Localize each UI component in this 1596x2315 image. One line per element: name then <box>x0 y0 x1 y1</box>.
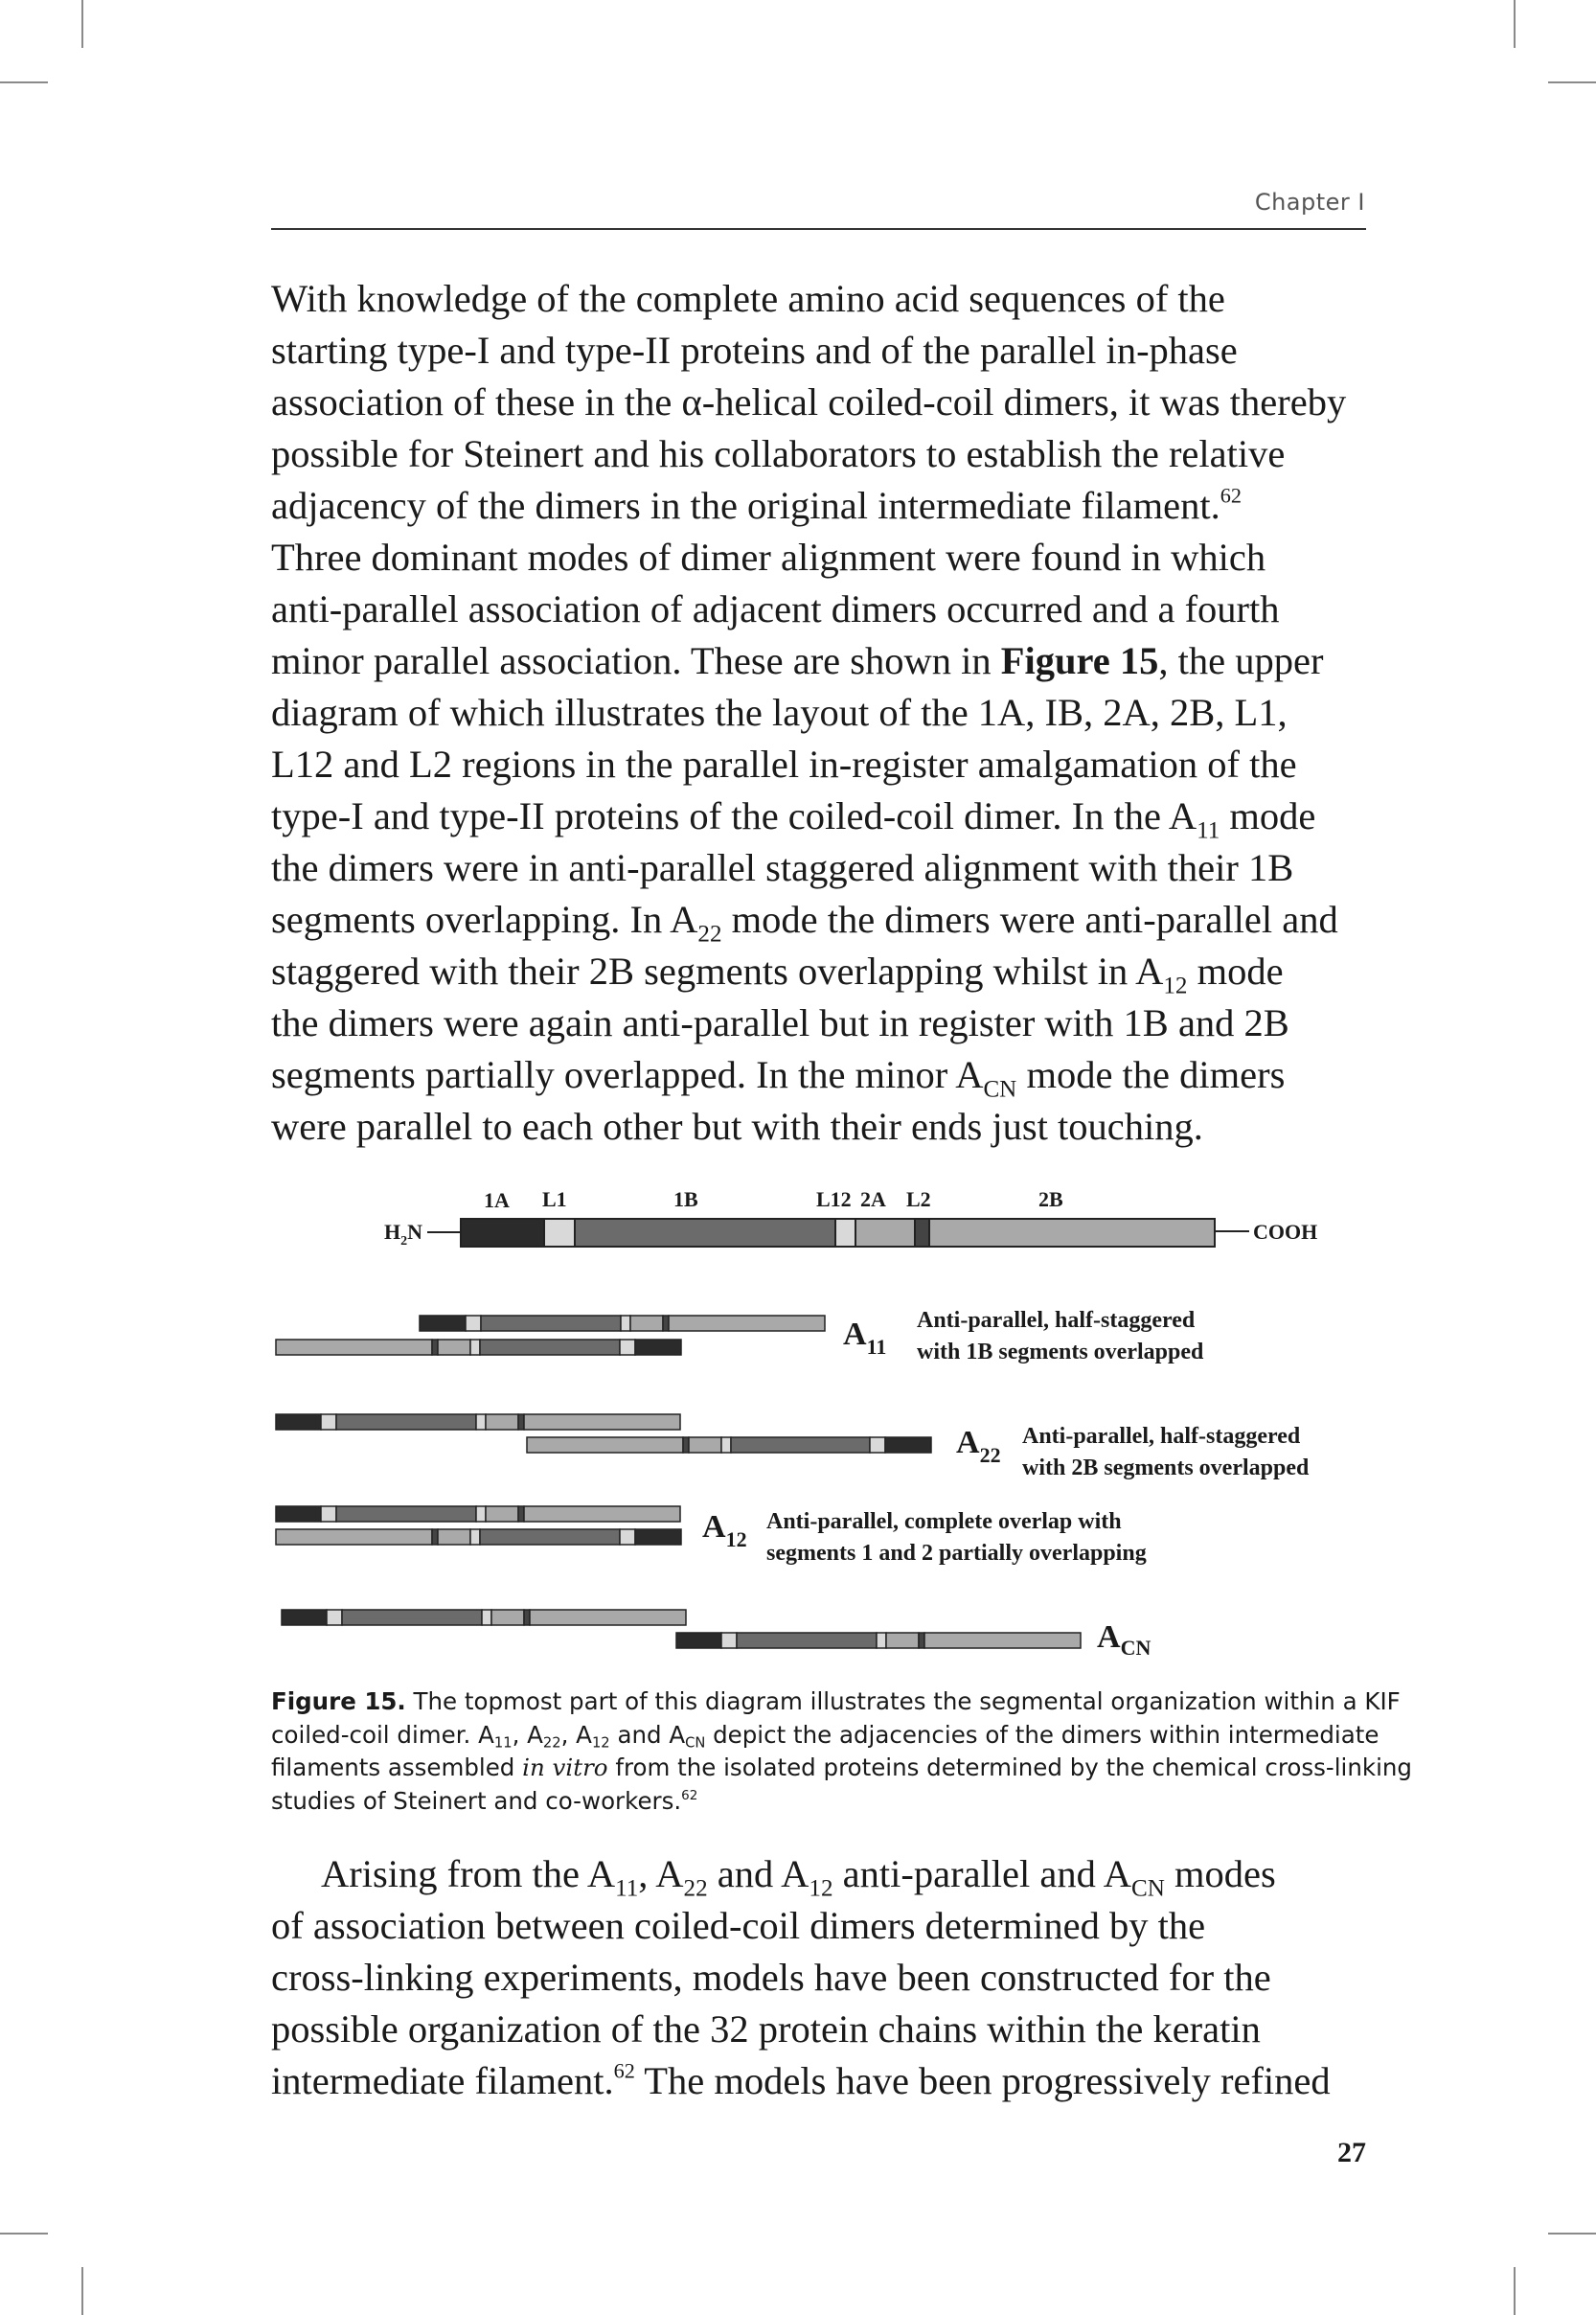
caption-segment: depict the adjacencies of the dimers within intermediate <box>705 1720 1379 1749</box>
acn-dimer-second <box>676 1633 1081 1648</box>
label-l2: L2 <box>906 1187 931 1211</box>
caption-segment: studies of Steinert and co-workers. <box>271 1786 682 1815</box>
segment-1b <box>480 1340 620 1355</box>
text-line: cross-linking experiments, models have been constructed for the <box>271 1956 1271 1999</box>
segment-l1 <box>327 1610 342 1625</box>
segment-l12 <box>835 1219 855 1247</box>
paragraph-2 <box>271 1848 1382 2107</box>
subscript: 11 <box>615 1875 639 1902</box>
segment-l2 <box>663 1316 669 1331</box>
caption-italic: in vitro <box>522 1753 608 1781</box>
reference-marker: 62 <box>613 2058 635 2083</box>
text-line: With knowledge of the complete amino acid sequences of the <box>271 277 1225 320</box>
label-1a: 1A <box>484 1188 510 1212</box>
segment-2b <box>669 1316 825 1331</box>
paragraph-1 <box>271 273 1382 1153</box>
reference-marker: 62 <box>1220 483 1243 508</box>
text-line <box>271 946 1382 997</box>
segment-1b <box>481 1316 621 1331</box>
text-segment: modes <box>1164 1852 1276 1895</box>
header-rule <box>271 228 1366 230</box>
subscript: 22 <box>697 921 722 948</box>
caption-segment: , A <box>560 1720 592 1749</box>
mode-a11-desc-2: with 1B segments overlapped <box>917 1340 1204 1364</box>
mode-subscript: 12 <box>725 1527 747 1551</box>
running-head: Chapter I <box>1254 189 1365 216</box>
crop-mark-top-left <box>81 0 83 48</box>
segment-1a <box>885 1437 931 1453</box>
segment-2b <box>527 1437 683 1453</box>
segment-l1 <box>466 1316 481 1331</box>
crop-mark-bottom-left <box>81 2267 83 2315</box>
text-segment: type-I and type-II proteins of the coiled-coil dimer. In the A <box>271 794 1197 837</box>
caption-line <box>271 1785 1392 1819</box>
segment-l1 <box>544 1219 575 1247</box>
segment-l12 <box>476 1414 486 1430</box>
segment-2b <box>524 1414 680 1430</box>
segment-1b <box>737 1633 877 1648</box>
reference-marker: 62 <box>681 1787 698 1803</box>
text-line: of association between coiled-coil dimers determined by the <box>271 1904 1206 1947</box>
mode-symbol: A <box>1097 1619 1121 1655</box>
segment-2a <box>491 1610 524 1625</box>
segment-2a <box>630 1316 663 1331</box>
segment-2a <box>886 1633 919 1648</box>
a11-dimer-reverse <box>276 1340 681 1355</box>
mode-a12-symbol <box>702 1509 747 1551</box>
segment-l12 <box>476 1506 486 1522</box>
crop-mark-bottom-right <box>1514 2267 1516 2315</box>
segment-l2 <box>915 1219 929 1247</box>
text-line <box>271 635 1382 687</box>
segment-1b <box>336 1506 476 1522</box>
text-segment: The models have been progressively refined <box>634 2059 1331 2102</box>
segment-l1 <box>721 1633 737 1648</box>
text-line: were parallel to each other but with their ends just touching. <box>271 1105 1203 1148</box>
segment-2b <box>524 1506 680 1522</box>
segment-l12 <box>470 1529 480 1545</box>
subscript: 12 <box>591 1733 610 1751</box>
segment-1a <box>635 1340 681 1355</box>
text-segment: segments partially overlapped. In the minor A <box>271 1053 984 1096</box>
text-segment: anti-parallel and A <box>832 1852 1132 1895</box>
figure-label: Figure 15. <box>271 1687 406 1715</box>
mode-symbol: A <box>702 1509 726 1545</box>
text-segment: adjacency of the dimers in the original intermediate filament. <box>271 484 1220 527</box>
text-segment: staggered with their 2B segments overlapping whilst in A <box>271 950 1164 993</box>
subscript: 11 <box>493 1733 513 1751</box>
segment-l12 <box>482 1610 491 1625</box>
text-line <box>271 894 1382 946</box>
segment-l12 <box>877 1633 886 1648</box>
segment-2a <box>689 1437 721 1453</box>
segment-1a <box>676 1633 721 1648</box>
crop-mark-top-right-h <box>1548 81 1596 83</box>
segment-l2 <box>919 1633 924 1648</box>
text-segment: mode <box>1187 950 1284 993</box>
mode-a11-symbol <box>843 1317 886 1359</box>
text-segment: , A <box>638 1852 684 1895</box>
segment-2a <box>438 1340 470 1355</box>
segment-2b <box>276 1340 432 1355</box>
figure-caption <box>271 1685 1412 1818</box>
segment-l2 <box>683 1437 689 1453</box>
a12-dimer-reverse <box>276 1529 681 1545</box>
caption-line <box>271 1752 1412 1785</box>
figure-reference: Figure 15 <box>1000 639 1159 682</box>
acn-dimer-first <box>282 1610 686 1625</box>
text-line: starting type-I and type-II proteins and of the parallel in-phase <box>271 329 1238 372</box>
segment-l2 <box>518 1506 524 1522</box>
segment-l1 <box>870 1437 885 1453</box>
text-line: the dimers were again anti-parallel but in register with 1B and 2B <box>271 1001 1289 1044</box>
mode-subscript: 11 <box>866 1335 887 1359</box>
mode-a22-desc-2: with 2B segments overlapped <box>1022 1455 1310 1480</box>
text-segment: mode the dimers <box>1016 1053 1286 1096</box>
label-l12: L12 <box>816 1187 852 1211</box>
segment-1a <box>461 1219 544 1247</box>
a22-dimer-reverse <box>527 1437 931 1453</box>
text-line <box>271 2055 1382 2107</box>
segment-1b <box>575 1219 835 1247</box>
mode-subscript: CN <box>1120 1636 1151 1660</box>
label-l1: L1 <box>542 1187 567 1211</box>
dimer-main-bar <box>461 1219 1215 1247</box>
segment-2b <box>929 1219 1215 1247</box>
text-line: anti-parallel association of adjacent dimers occurred and a fourth <box>271 587 1280 630</box>
caption-line <box>271 1685 1401 1719</box>
caption-segment: from the isolated proteins determined by the chemical cross-linking <box>607 1753 1412 1781</box>
subscript: 22 <box>683 1875 708 1902</box>
label-2a: 2A <box>860 1187 886 1211</box>
label-2b: 2B <box>1038 1187 1063 1211</box>
text-segment: segments overlapping. In A <box>271 898 698 941</box>
segment-2a <box>438 1529 470 1545</box>
segment-l1 <box>321 1414 336 1430</box>
segment-l12 <box>721 1437 731 1453</box>
text-line <box>271 480 1382 532</box>
n-terminus-h: H <box>384 1220 401 1244</box>
text-line: possible organization of the 32 protein chains within the keratin <box>271 2007 1261 2051</box>
text-line: L12 and L2 regions in the parallel in-register amalgamation of the <box>271 743 1297 786</box>
segment-l1 <box>321 1506 336 1522</box>
crop-mark-top-left-h <box>0 81 48 83</box>
crop-mark-top-right <box>1514 0 1516 48</box>
segment-l2 <box>518 1414 524 1430</box>
crop-mark-bottom-left-h <box>0 2233 48 2235</box>
segment-2a <box>855 1219 915 1247</box>
segment-1a <box>276 1506 321 1522</box>
segment-l2 <box>432 1340 438 1355</box>
mode-a22-desc-1: Anti-parallel, half-staggered <box>1022 1424 1301 1449</box>
segment-1b <box>480 1529 620 1545</box>
mode-symbol: A <box>956 1425 980 1460</box>
text-line <box>271 1049 1382 1101</box>
subscript: CN <box>1131 1875 1165 1902</box>
page-number: 27 <box>1337 2137 1366 2168</box>
segment-1b <box>731 1437 870 1453</box>
segment-1b <box>336 1414 476 1430</box>
n-terminus-n: N <box>407 1220 423 1244</box>
text-segment: , the upper <box>1158 639 1324 682</box>
segment-2a <box>486 1414 518 1430</box>
text-segment: and A <box>707 1852 809 1895</box>
text-line <box>271 1848 1382 1900</box>
text-segment: minor parallel association. These are shown in <box>271 639 1001 682</box>
caption-segment: filaments assembled <box>271 1753 523 1781</box>
label-1b: 1B <box>673 1187 698 1211</box>
segment-2b <box>530 1610 686 1625</box>
text-segment: mode <box>1220 794 1316 837</box>
mode-acn-symbol <box>1097 1619 1151 1660</box>
text-line: possible for Steinert and his collaborators to establish the relative <box>271 432 1286 475</box>
caption-segment: The topmost part of this diagram illustrates the segmental organization within a KIF <box>405 1687 1401 1715</box>
a12-dimer-forward <box>276 1506 680 1522</box>
a11-dimer-forward <box>420 1316 825 1331</box>
text-segment: mode the dimers were anti-parallel and <box>721 898 1338 941</box>
segment-l1 <box>620 1340 635 1355</box>
subscript: CN <box>983 1076 1017 1103</box>
segment-l2 <box>524 1610 530 1625</box>
crop-mark-bottom-right-h <box>1548 2233 1596 2235</box>
mode-a22-symbol <box>956 1425 1001 1467</box>
mode-subscript: 22 <box>979 1443 1001 1467</box>
segment-2b <box>276 1529 432 1545</box>
segment-l2 <box>432 1529 438 1545</box>
mode-symbol: A <box>843 1317 867 1352</box>
segment-2b <box>924 1633 1081 1648</box>
segment-1b <box>342 1610 482 1625</box>
subscript: 12 <box>1163 973 1188 999</box>
n-terminus-label <box>384 1220 422 1249</box>
caption-segment: and A <box>609 1720 686 1749</box>
text-segment: intermediate filament. <box>271 2059 614 2102</box>
text-line: the dimers were in anti-parallel staggered alignment with their 1B <box>271 846 1294 889</box>
text-line: diagram of which illustrates the layout of the 1A, IB, 2A, 2B, L1, <box>271 691 1288 734</box>
caption-line <box>271 1719 1392 1753</box>
subscript: 11 <box>1197 817 1220 844</box>
text-line <box>271 791 1382 842</box>
segment-2a <box>486 1506 518 1522</box>
segment-l12 <box>470 1340 480 1355</box>
segment-1a <box>420 1316 466 1331</box>
n-terminus-subscript: 2 <box>400 1234 408 1249</box>
mode-a12-desc-1: Anti-parallel, complete overlap with <box>766 1509 1122 1534</box>
mode-a11-desc-1: Anti-parallel, half-staggered <box>917 1308 1196 1333</box>
segment-l1 <box>620 1529 635 1545</box>
subscript: 12 <box>809 1875 833 1902</box>
segment-l12 <box>621 1316 630 1331</box>
c-terminus-label: COOH <box>1253 1220 1318 1244</box>
caption-segment: coiled-coil dimer. A <box>271 1720 494 1749</box>
subscript: CN <box>685 1733 706 1751</box>
text-line: Three dominant modes of dimer alignment were found in which <box>271 536 1266 579</box>
caption-segment: , A <box>512 1720 543 1749</box>
text-line: association of these in the α-helical coiled-coil dimers, it was thereby <box>271 380 1347 424</box>
subscript: 22 <box>542 1733 561 1751</box>
segment-1a <box>276 1414 321 1430</box>
segment-1a <box>635 1529 681 1545</box>
mode-a12-desc-2: segments 1 and 2 partially overlapping <box>766 1541 1147 1566</box>
text-segment: Arising from the A <box>321 1852 616 1895</box>
a22-dimer-forward <box>276 1414 680 1430</box>
segment-1a <box>282 1610 327 1625</box>
